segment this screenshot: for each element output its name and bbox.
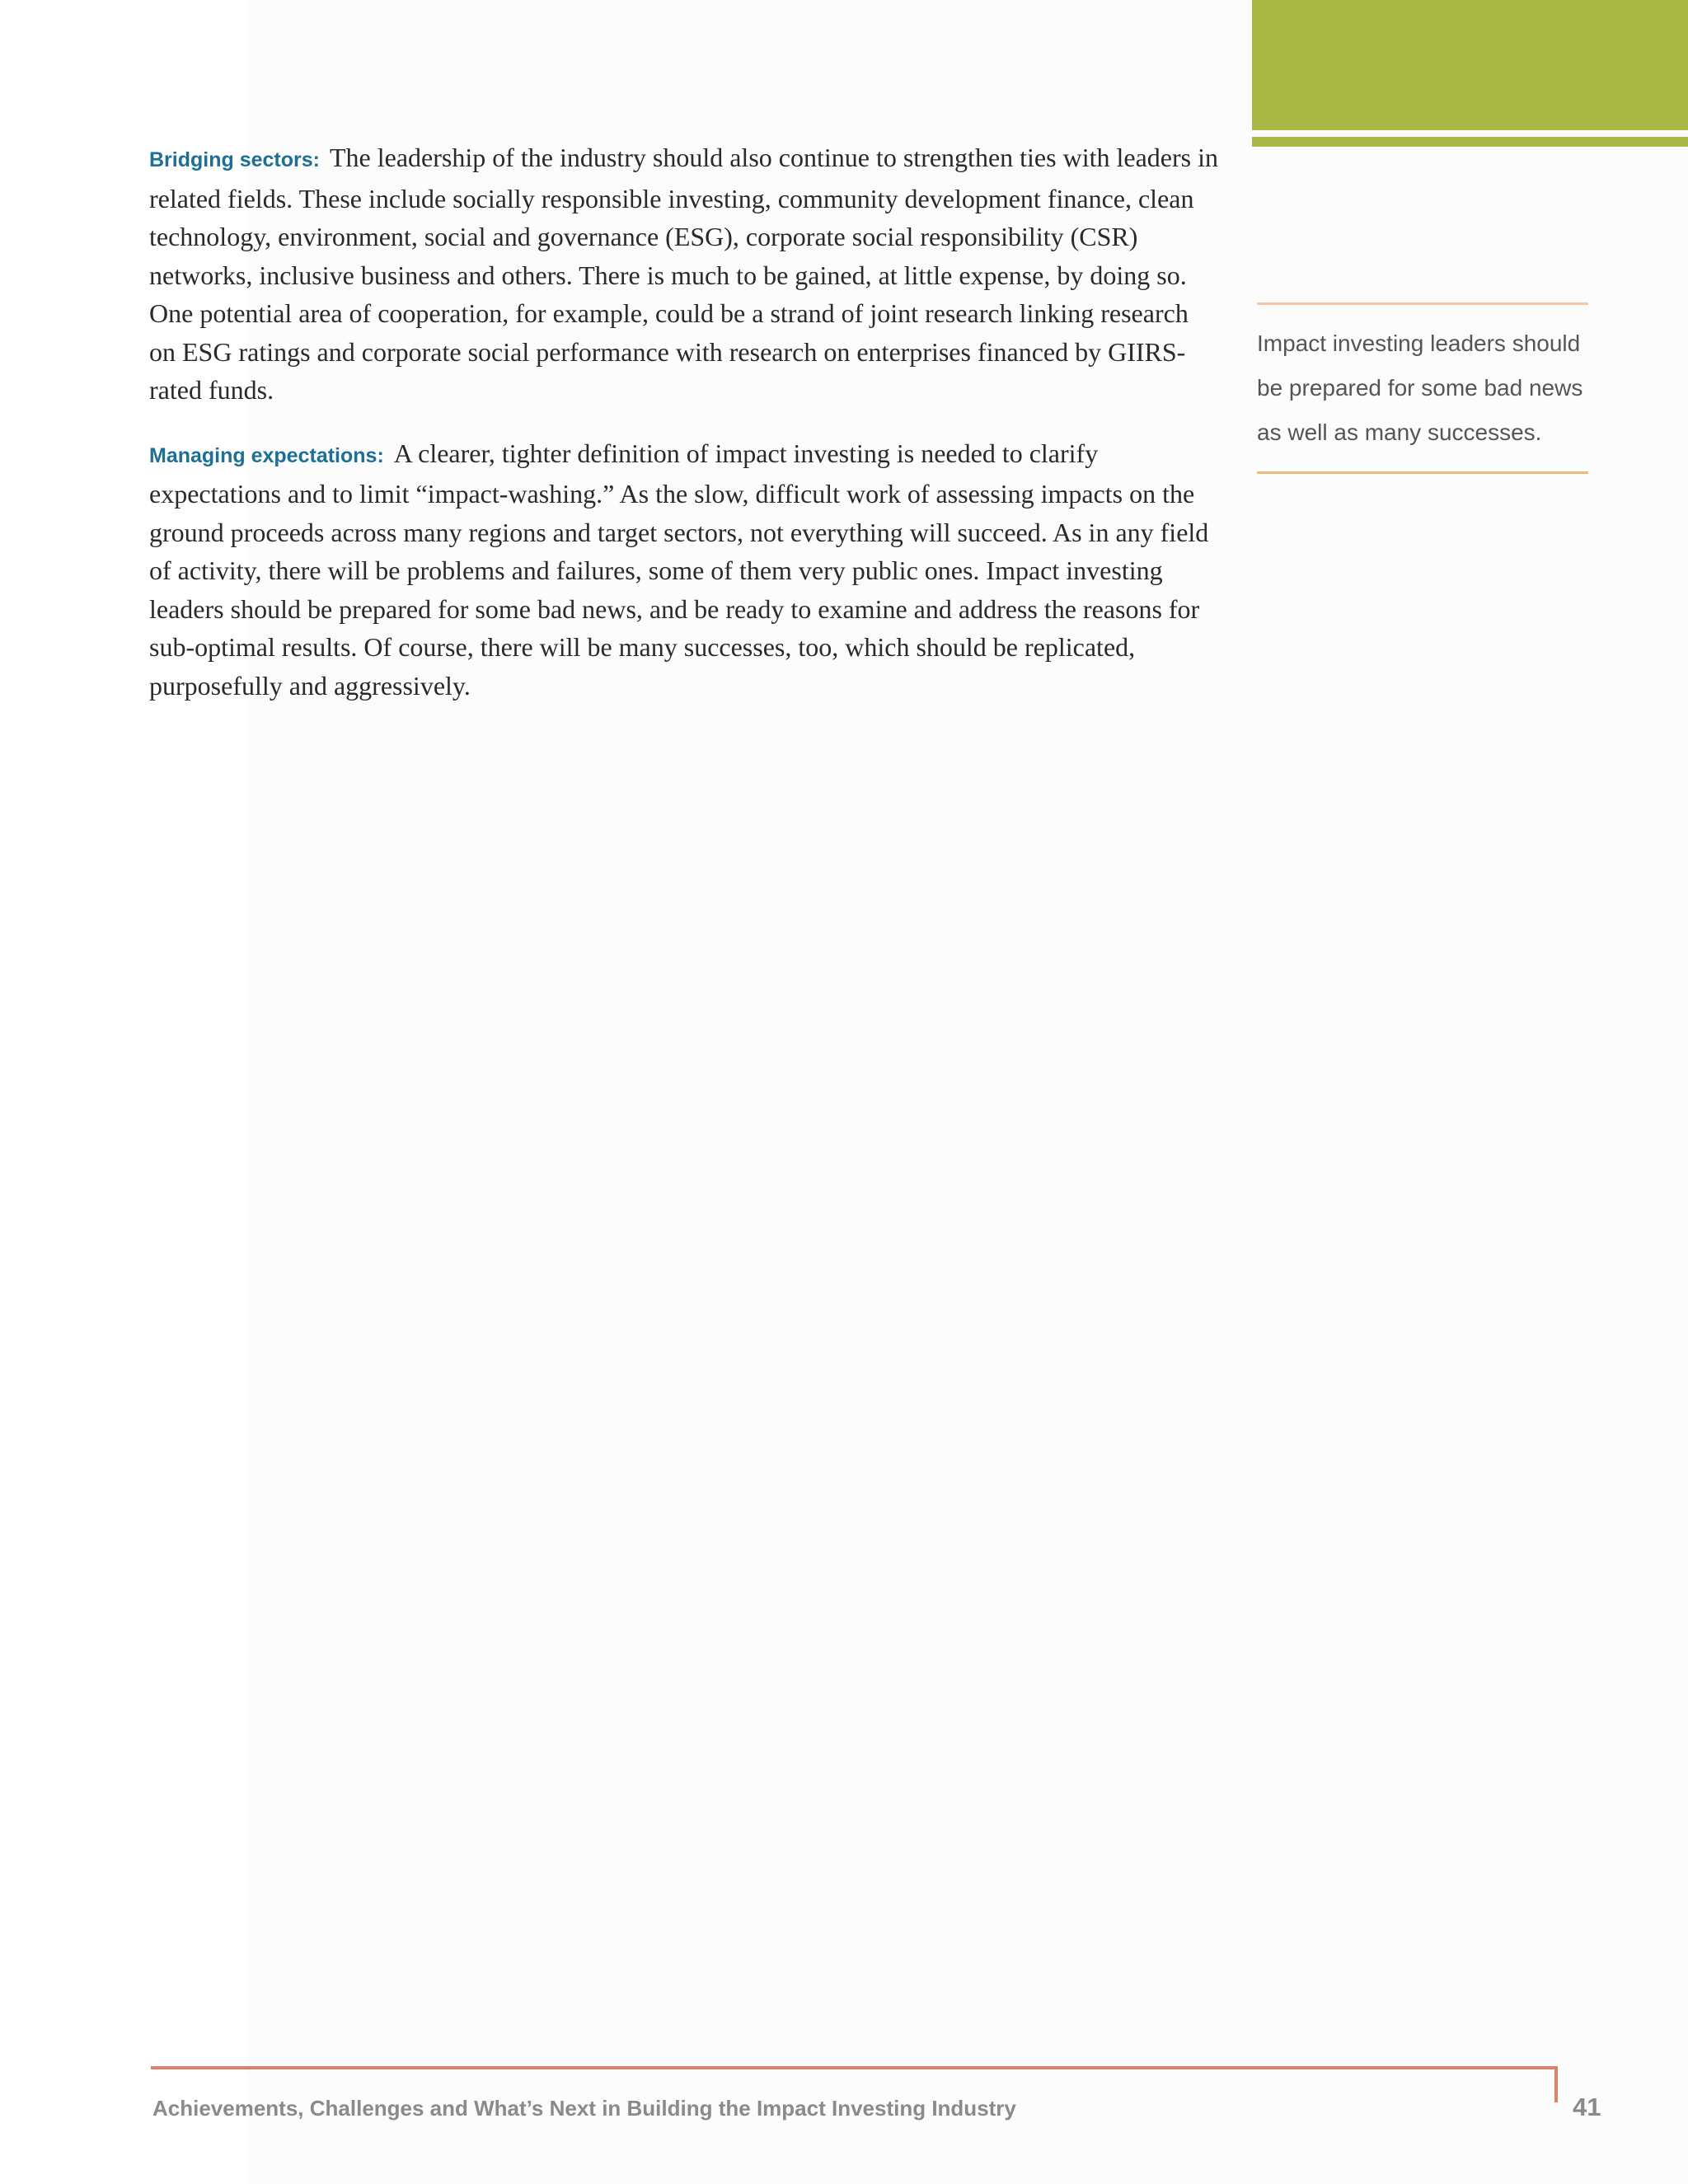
footer-rule-tick — [1554, 2066, 1558, 2102]
footer-title: Achievements, Challenges and What’s Next in Building the Impact Investing Industry — [152, 2096, 1016, 2121]
section-body: The leadership of the industry should also continue to strengthen ties with leaders in related fields. These include socially responsible investing, community development finance, clean technology, environment, social and governance (ESG), corporate social responsibility (CSR) networks, inclusive business and others. There is much to be gained, at little expense, by doing so. One potential area of cooperation, for example, could be a strand of joint research linking research on ESG ratings and corporate social performance with research on enterprises financed by GIIRS-rated funds. — [149, 143, 1218, 405]
footer-rule — [151, 2066, 1558, 2069]
section-bridging-sectors — [149, 138, 1221, 410]
page-number: 41 — [1573, 2093, 1601, 2121]
pull-quote-text: Impact investing leaders should be prepared for some bad news as well as many successes. — [1257, 330, 1583, 445]
section-heading: Bridging sectors: — [149, 148, 320, 171]
section-managing-expectations — [149, 434, 1221, 705]
pull-quote — [1257, 302, 1588, 474]
header-color-stripe — [1252, 137, 1688, 147]
section-heading: Managing expectations: — [149, 443, 384, 467]
header-color-block — [1252, 0, 1688, 130]
main-text-column — [149, 138, 1221, 729]
section-body: A clearer, tighter definition of impact investing is needed to clarify expectations and to limit “impact-washing.” As the slow, difficult work of assessing impacts on the ground proceeds across many regions and target sectors, not everything will succeed. As in any field of activity, there will be problems and failures, some of them very public ones. Impact investing leaders should be prepared for some bad news, and be ready to examine and address the reasons for sub-optimal results. Of course, there will be many successes, too, which should be replicated, purposefully and aggressively. — [149, 438, 1209, 701]
